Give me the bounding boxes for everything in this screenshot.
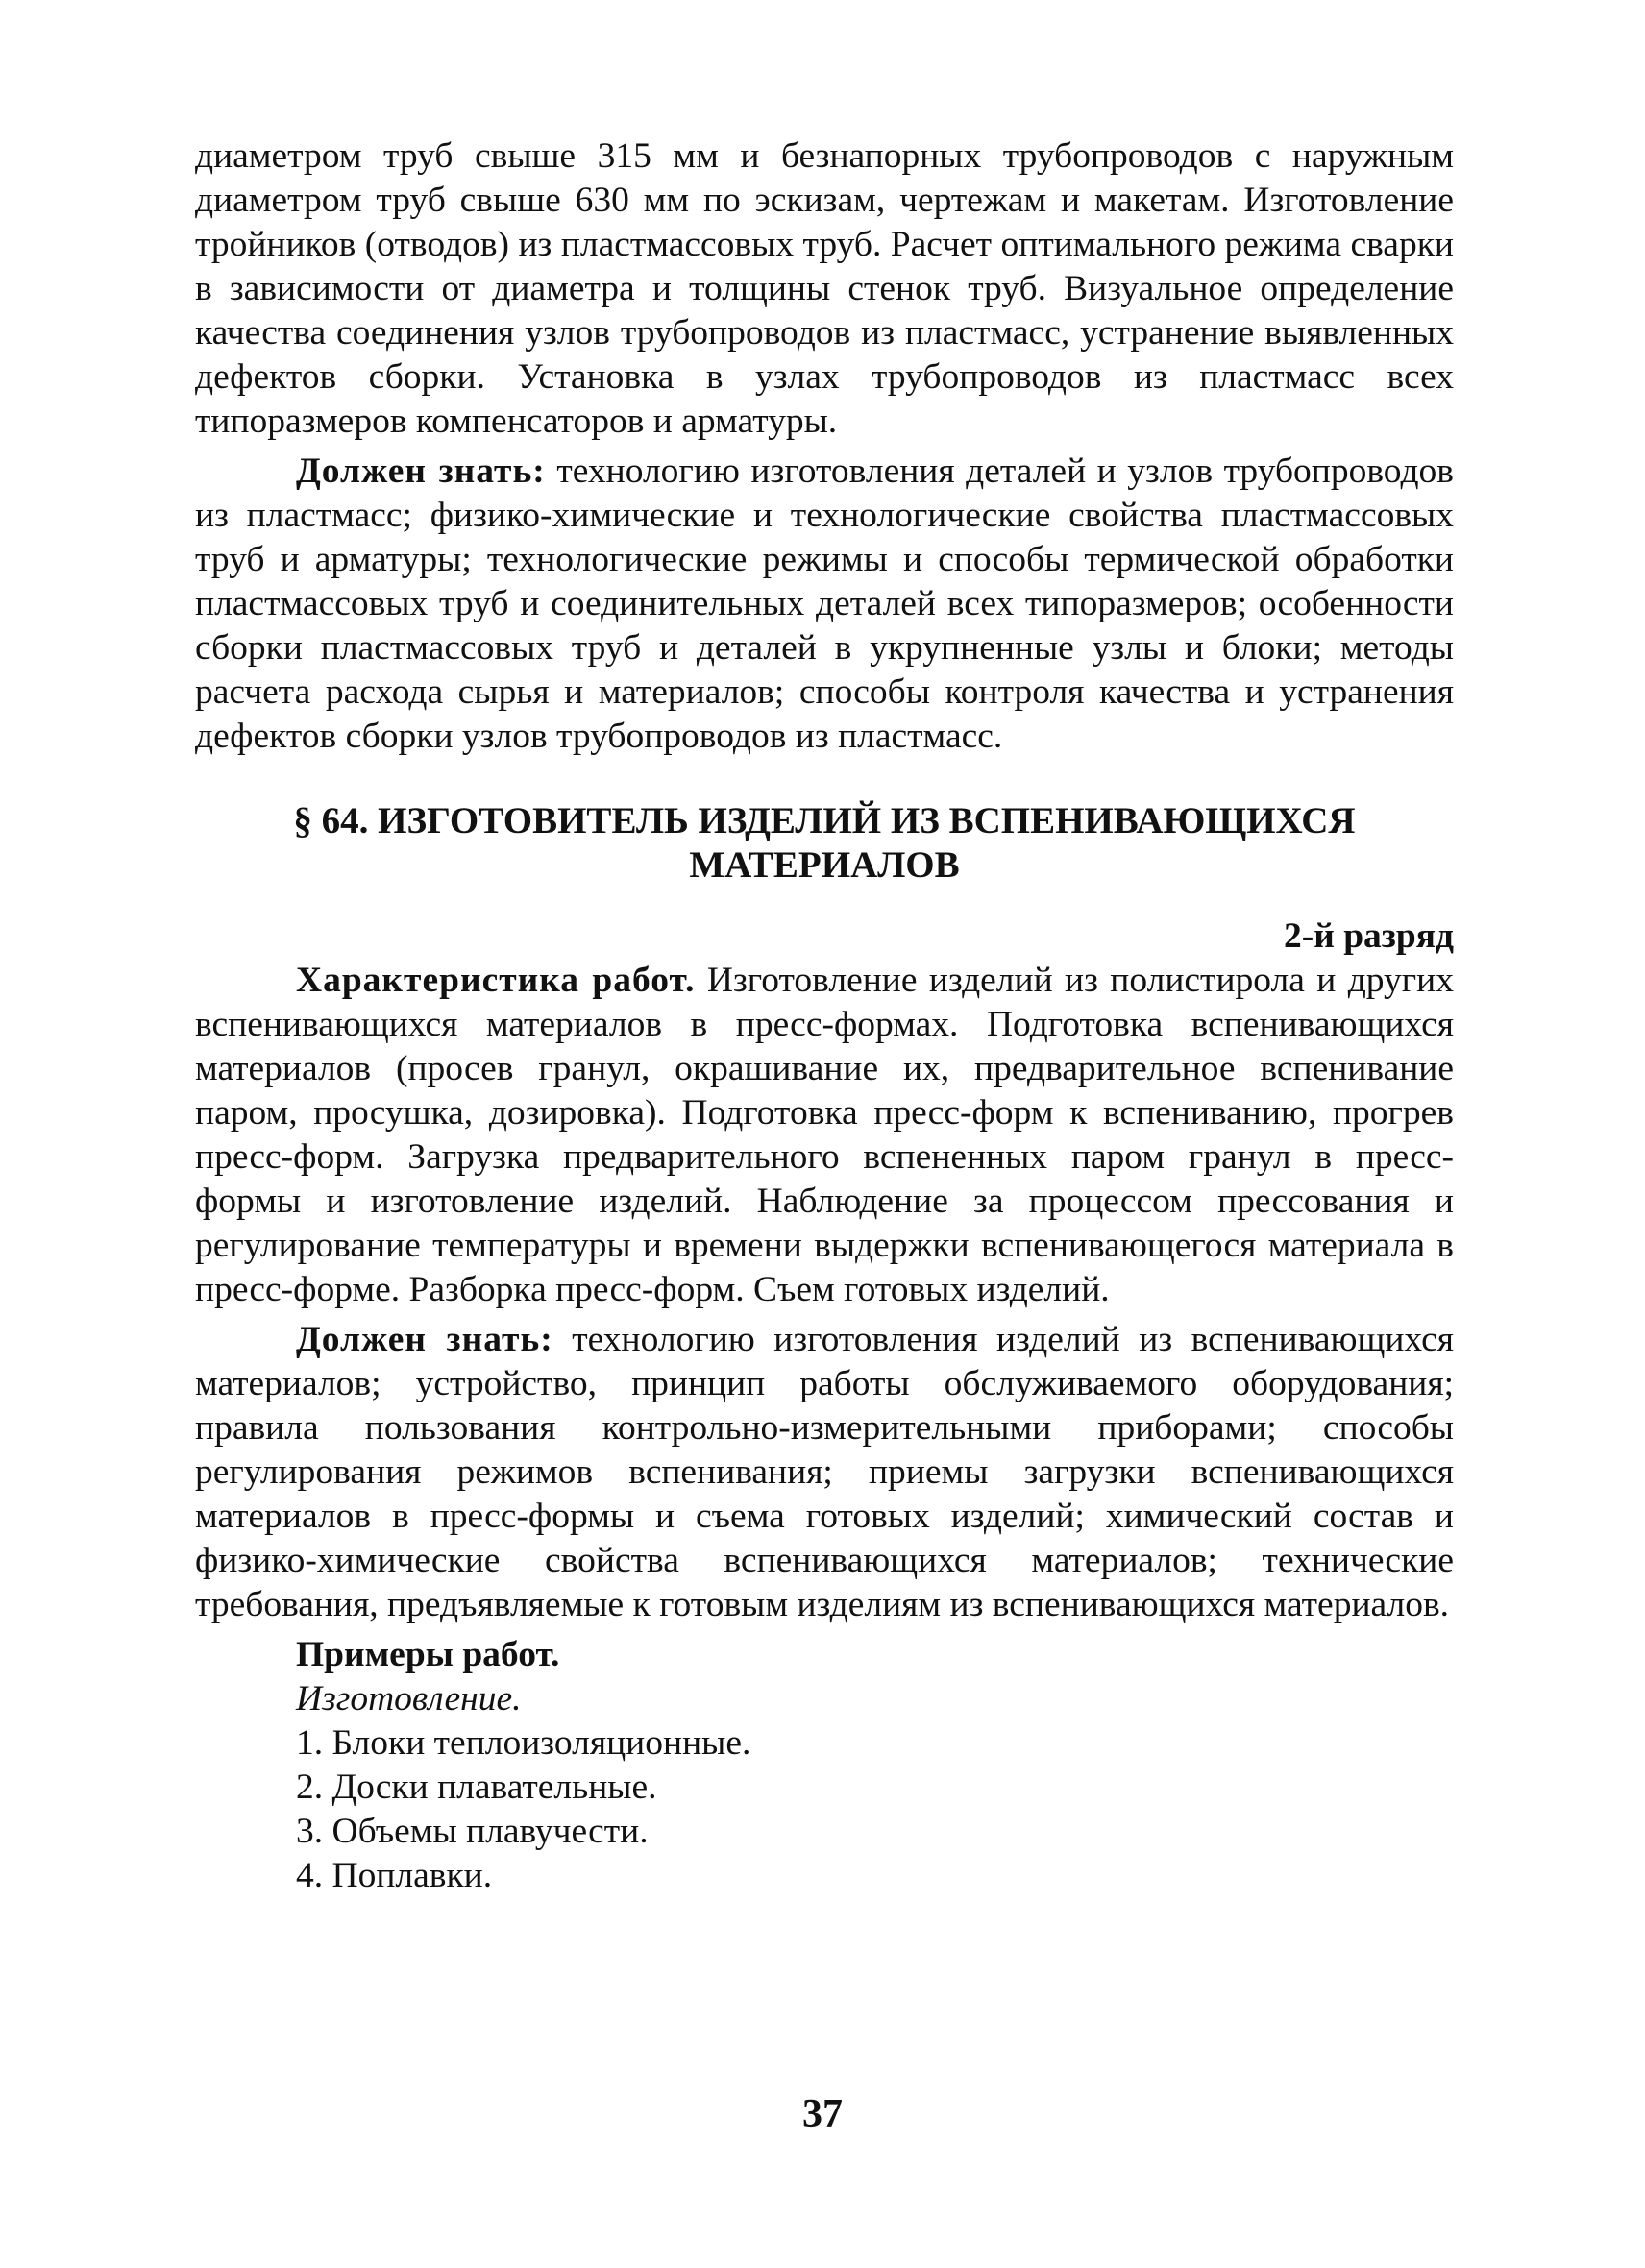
examples-list xyxy=(195,1721,1454,1898)
section-title-line2: МАТЕРИАЛОВ xyxy=(689,844,960,886)
grade-heading: 2-й разряд xyxy=(1283,916,1454,956)
example-item: 4. Поплавки. xyxy=(296,1856,493,1895)
example-item: 1. Блоки теплоизоляционные. xyxy=(296,1723,751,1763)
example-item: 3. Объемы плавучести. xyxy=(296,1812,649,1851)
examples-subtitle: Изготовление. xyxy=(296,1679,522,1719)
prev-knowledge-paragraph xyxy=(195,450,1454,759)
prev-knowledge-text: технологию изготовления деталей и узлов трубопроводов из пластмасс; физико-химические и технологические свойства пластмассовых труб и арматуры; технологические режимы и способы термической обработки пластмассовых труб и соединительных деталей всех типоразмеров; особенности сборки пластмассовых труб и деталей в укрупненные узлы и блоки; методы расчета расхода сырья и материалов; способы контроля качества и устранения дефектов сборки узлов трубопроводов из пластмасс. xyxy=(195,451,1454,756)
section-title-line1: § 64. ИЗГОТОВИТЕЛЬ ИЗДЕЛИЙ ИЗ ВСПЕНИВАЮЩИХСЯ xyxy=(293,800,1356,841)
page-content xyxy=(195,134,1454,1898)
intro-paragraph: диаметром труб свыше 315 мм и безнапорных трубопроводов с наружным диаметром труб свыше 630 мм по эскизам, чертежам и макетам. Изготовление тройников (отводов) из пластмассовых труб. Расчет оптимального режима сварки в зависимости от диаметра и толщины стенок труб. Визуальное определение качества соединения узлов трубопроводов из пластмасс, устранение выявленных дефектов сборки. Установка в узлах трубопроводов из пластмасс всех типоразмеров компенсаторов и арматуры. xyxy=(195,136,1454,441)
example-item: 2. Доски плавательные. xyxy=(296,1768,657,1807)
section-title xyxy=(195,799,1454,888)
knowledge-paragraph xyxy=(195,1318,1454,1627)
work-characteristics-label: Характеристика работ. xyxy=(296,961,696,1000)
examples-title: Примеры работ. xyxy=(296,1635,560,1674)
knowledge-label: Должен знать: xyxy=(296,1320,553,1359)
work-characteristics-paragraph xyxy=(195,959,1454,1312)
knowledge-text: технологию изготовления изделий из вспенивающихся материалов; устройство, принцип работы обслуживаемого оборудования; правила пользования контрольно-измерительными приборами; способы регулирования режимов вспенивания; приемы загрузки вспенивающихся материалов в пресс-формы и съема готовых изделий; химический состав и физико-химические свойства вспенивающихся материалов; технические требования, предъявляемые к готовым изделиям из вспенивающихся материалов. xyxy=(195,1320,1454,1624)
work-characteristics-text: Изготовление изделий из полистирола и других вспенивающихся материалов в пресс-формах. Подготовка вспенивающихся материалов (просев гранул, окрашивание их, предварительное вспенивание паром, просушка, дозировка). Подготовка пресс-форм к вспениванию, прогрев пресс-форм. Загрузка предварительного вспененных паром гранул в пресс-формы и изготовление изделий. Наблюдение за процессом прессования и регулирование температуры и времени выдержки вспенивающегося материала в пресс-форме. Разборка пресс-форм. Съем готовых изделий. xyxy=(195,961,1454,1309)
prev-knowledge-label: Должен знать: xyxy=(296,451,546,491)
page-number: 37 xyxy=(802,2092,843,2136)
